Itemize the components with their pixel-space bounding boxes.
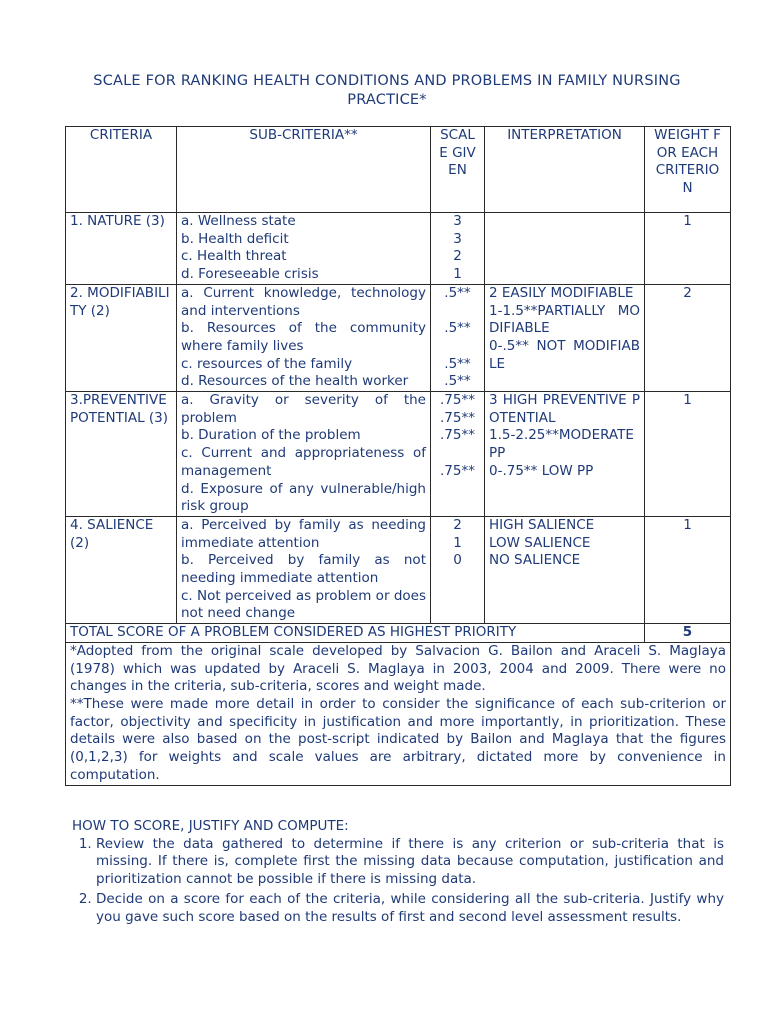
scale-cell [431, 516, 485, 623]
interpretation-item: NO SALIENCE [489, 552, 581, 569]
criteria-modifiability: 2. MODIFIABILITY (2) [66, 284, 177, 391]
weight-value: 2 [645, 284, 731, 391]
interpretation-item: 2 EASILY MODIFIABLE [489, 284, 634, 301]
interpretation-item: 1-1.5**PARTIALLY MODIFIABLE [489, 302, 640, 337]
document-title [70, 72, 704, 110]
total-row [66, 624, 731, 643]
scale-value: 2 [453, 516, 462, 533]
weight-value: 1 [645, 213, 731, 285]
table-row [66, 392, 731, 517]
scale-value: .75** [440, 409, 475, 426]
criteria-nature: 1. NATURE (3) [66, 213, 177, 285]
footnote-adopted: *Adopted from the original scale developed by Salvacion G. Bailon and Araceli S. Maglaya (1978) which was updated by Araceli S. Maglaya in 2003, 2004 and 2009. There were no changes in the criteria, sub-criteria, scores and weight made. [70, 642, 726, 695]
header-weight: WEIGHT FOR EACH CRITERION [645, 127, 731, 213]
scale-value: .75** [440, 392, 475, 409]
scale-value: 1 [453, 534, 462, 551]
sub-criteria-cell [177, 284, 431, 391]
sub-criterion: b. Resources of the community where family lives [181, 320, 426, 354]
title-line-1: SCALE FOR RANKING HEALTH CONDITIONS AND PROBLEMS IN FAMILY NURSING [93, 73, 681, 89]
scale-value: 0 [453, 552, 462, 569]
table-row [66, 284, 731, 391]
sub-criterion: b. Health deficit [181, 230, 289, 247]
sub-criterion: a. Current knowledge, technology and interventions [181, 284, 426, 319]
interpretation-item: 0-.75** LOW PP [489, 462, 594, 479]
how-to-heading: HOW TO SCORE, JUSTIFY AND COMPUTE: [72, 818, 349, 834]
how-to-steps [72, 836, 724, 927]
scale-value: .5** [444, 373, 471, 390]
list-item: 1. Review the data gathered to determine if there is any criterion or sub-criteria that is missing. If there is, complete first the missing data because computation, justification and prioritization cannot be possible if there is missing data. [96, 836, 724, 889]
scale-value: .5** [444, 284, 471, 301]
total-value: 5 [645, 624, 731, 643]
scale-value: .75** [440, 462, 475, 479]
list-item: 2. Decide on a score for each of the criteria, while considering all the sub-criteria. Justify why you gave such score based on the results of first and second level assessment results. [96, 891, 724, 926]
header-scale-given: SCALE GIVEN [431, 127, 485, 213]
interpretation-cell [485, 213, 645, 285]
sub-criterion: b. Duration of the problem [181, 427, 361, 444]
sub-criteria-cell [177, 392, 431, 517]
interpretation-item: LOW SALIENCE [489, 534, 591, 551]
footnote-details: **These were made more detail in order to consider the significance of each sub-criterion or factor, objectivity and specificity in justification and more importantly, in prioritization. These details were also based on the post-script indicated by Bailon and Maglaya that the figures (0,1,2,3) for weights and scale values are arbitrary, dictated more by convenience in computation. [70, 695, 726, 783]
sub-criterion: c. Not perceived as problem or does not need change [181, 587, 426, 622]
weight-value: 1 [645, 392, 731, 517]
criteria-preventive-potential: 3.PREVENTIVE POTENTIAL (3) [66, 392, 177, 517]
sub-criterion: a. Gravity or severity of the problem [181, 392, 426, 426]
sub-criterion: c. Health threat [181, 248, 287, 265]
table-header-row [66, 127, 731, 213]
interpretation-cell [485, 516, 645, 623]
notes-row [66, 642, 731, 785]
sub-criterion: d. Exposure of any vulnerable/high risk group [181, 480, 426, 515]
ranking-scale-table [65, 126, 731, 786]
sub-criterion: c. resources of the family [181, 355, 353, 372]
scale-value: 3 [453, 213, 462, 229]
sub-criterion: a. Wellness state [181, 213, 296, 229]
sub-criterion: d. Foreseeable crisis [181, 266, 319, 283]
sub-criterion: a. Perceived by family as needing immediate attention [181, 516, 426, 551]
scale-cell [431, 392, 485, 517]
interpretation-item: 0-.5** NOT MODIFIABLE [489, 337, 640, 372]
header-criteria: CRITERIA [66, 127, 177, 213]
table-row [66, 213, 731, 285]
scale-value: .75** [440, 427, 475, 444]
how-to-section [72, 818, 724, 928]
sub-criteria-cell [177, 213, 431, 285]
header-sub-criteria: SUB-CRITERIA** [177, 127, 431, 213]
sub-criterion: c. Current and appropriateness of management [181, 445, 426, 479]
scale-value: .5** [444, 355, 471, 372]
interpretation-cell [485, 392, 645, 517]
sub-criteria-cell [177, 516, 431, 623]
interpretation-item: HIGH SALIENCE [489, 516, 595, 533]
table-row [66, 516, 731, 623]
title-line-2: PRACTICE* [347, 92, 427, 108]
total-label: TOTAL SCORE OF A PROBLEM CONSIDERED AS HIGHEST PRIORITY [66, 624, 645, 643]
sub-criterion: d. Resources of the health worker [181, 373, 409, 390]
scale-value: 3 [453, 230, 462, 247]
scale-cell [431, 284, 485, 391]
criteria-salience: 4. SALIENCE (2) [66, 516, 177, 623]
scale-value: .5** [444, 320, 471, 337]
notes-cell [66, 642, 731, 785]
interpretation-item: 1.5-2.25**MODERATE PP [489, 427, 634, 462]
interpretation-item: 3 HIGH PREVENTIVE POTENTIAL [489, 392, 640, 426]
scale-value: 1 [453, 266, 462, 283]
sub-criterion: b. Perceived by family as not needing immediate attention [181, 552, 426, 587]
weight-value: 1 [645, 516, 731, 623]
header-interpretation: INTERPRETATION [485, 127, 645, 213]
scale-value: 2 [453, 248, 462, 265]
scale-cell [431, 213, 485, 285]
interpretation-cell [485, 284, 645, 391]
